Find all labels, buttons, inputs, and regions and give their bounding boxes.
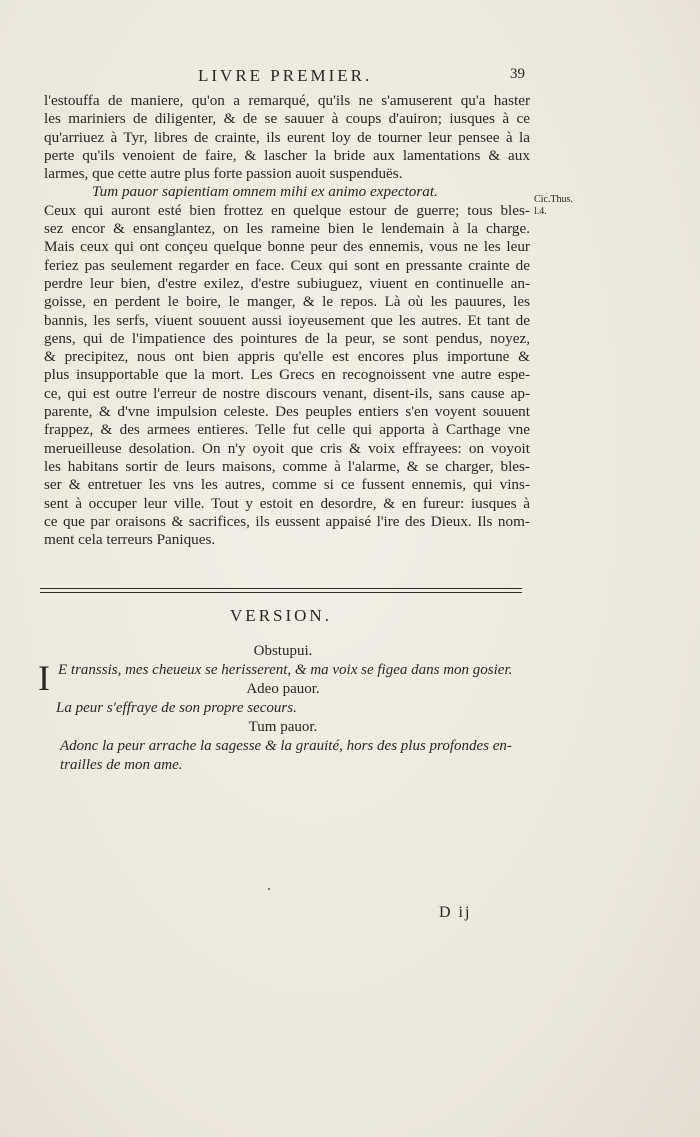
text-line: gens, qui de l'impatience des pointures de la peur, se sont pendus, noyez,	[44, 329, 530, 347]
section-rule	[40, 588, 522, 589]
running-title: LIVRE PREMIER.	[198, 66, 373, 85]
text-line: merueilleuse desolation. On n'y oyoit que cris & voix effrayees: on voyoit	[44, 439, 530, 457]
text-line: & precipitez, nous ont bien appris qu'elle est encores plus importune &	[44, 348, 530, 366]
signature-mark: D ij	[439, 904, 472, 921]
margin-note	[534, 194, 573, 218]
ink-speck	[268, 888, 270, 890]
latin-lemma: Adeo pauor.	[246, 681, 320, 697]
text-line: sent à occuper leur ville. Tout y estoit en desordre, & en fureur: iusques à	[44, 494, 530, 512]
translation-line: Adonc la peur arrache la sagesse & la grauité, hors des plus profondes en-	[60, 738, 512, 754]
text-line: plus insupportable que la mort. Les Grecs en recognoissent vne autre espe-	[44, 366, 530, 384]
margin-note-line: Cic.Thus.	[534, 194, 573, 205]
text-line: frappez, & des armees entieres. Telle fut celle qui apporta à Carthage vne	[44, 421, 530, 439]
text-line: les habitans sortir de leurs maisons, comme à l'alarme, & se charger, bles-	[44, 457, 530, 475]
translation-line: E transsis, mes cheueux se herisserent, & ma voix se figea dans mon gosier.	[58, 662, 513, 678]
version-heading: VERSION.	[230, 606, 332, 625]
text-line: ce, qui est outre l'erreur de nostre discours venant, disent-ils, sans cause ap-	[44, 384, 530, 402]
text-line: qu'arriuez à Tyr, libres de crainte, ils eurent loy de tourner leur pensee à la	[44, 128, 530, 146]
margin-note-line: l.4.	[534, 206, 547, 217]
text-line: goisse, en perdent le boire, le manger, & le repos. Là où les pauures, les	[44, 293, 530, 311]
text-line: parente, & d'vne impulsion celeste. Des peuples entiers s'en voyent souuent	[44, 403, 530, 421]
text-line: feriez pas seulement regarder en face. Ceux qui sont en pressante crainte de	[44, 256, 530, 274]
text-line: larmes, que cette autre plus forte passion auoit suspenduës.	[44, 165, 403, 183]
translation-line: La peur s'effraye de son propre secours.	[56, 700, 297, 716]
text-line: perdre leur bien, d'estre exilez, d'estre subiuguez, viuent en continuelle an-	[44, 274, 530, 292]
text-line: Mais ceux qui ont conçeu quelque bonne peur des ennemis, vous ne les leur	[44, 238, 530, 256]
translation-line: trailles de mon ame.	[60, 757, 183, 773]
text-line: perte qu'ils venoient de faire, & lascher la bride aux lamentations & aux	[44, 146, 530, 164]
text-line: sez encor & ensanglantez, on les rameine bien le lendemain à la charge.	[44, 220, 530, 238]
page-header	[40, 66, 540, 90]
text-line: ser & entretuer les vns les autres, comme si ce fussent ennemis, qui vins-	[44, 476, 530, 494]
text-line: Ceux qui auront esté bien frottez en quelque estour de guerre; tous bles-	[44, 201, 530, 219]
text-line: les mariniers de diligenter, & de se sauuer à coups d'auiron; iusques à ce	[44, 110, 530, 128]
latin-lemma: Obstupui.	[253, 643, 313, 659]
text-line: l'estouffa de maniere, qu'on a remarqué, qu'ils ne s'amuserent qu'a haster	[44, 92, 530, 109]
text-line: bannis, les serfs, viuent souuent aussi ioyeusement que les autres. Et tant de	[44, 311, 530, 329]
text-line: ce que par oraisons & sacrifices, ils eussent appaisé l'ire des Dieux. Ils nom-	[44, 512, 530, 530]
page-number: 39	[510, 66, 525, 82]
latin-quote: Tum pauor sapientiam omnem mihi ex animo expectorat.	[92, 183, 438, 201]
drop-cap: I	[38, 658, 50, 698]
body-text	[44, 92, 530, 549]
latin-lemma: Tum pauor.	[248, 719, 318, 735]
text-line: ment cela terreurs Paniques.	[44, 531, 216, 549]
version-block	[38, 642, 528, 775]
section-rule-thin	[40, 592, 522, 593]
